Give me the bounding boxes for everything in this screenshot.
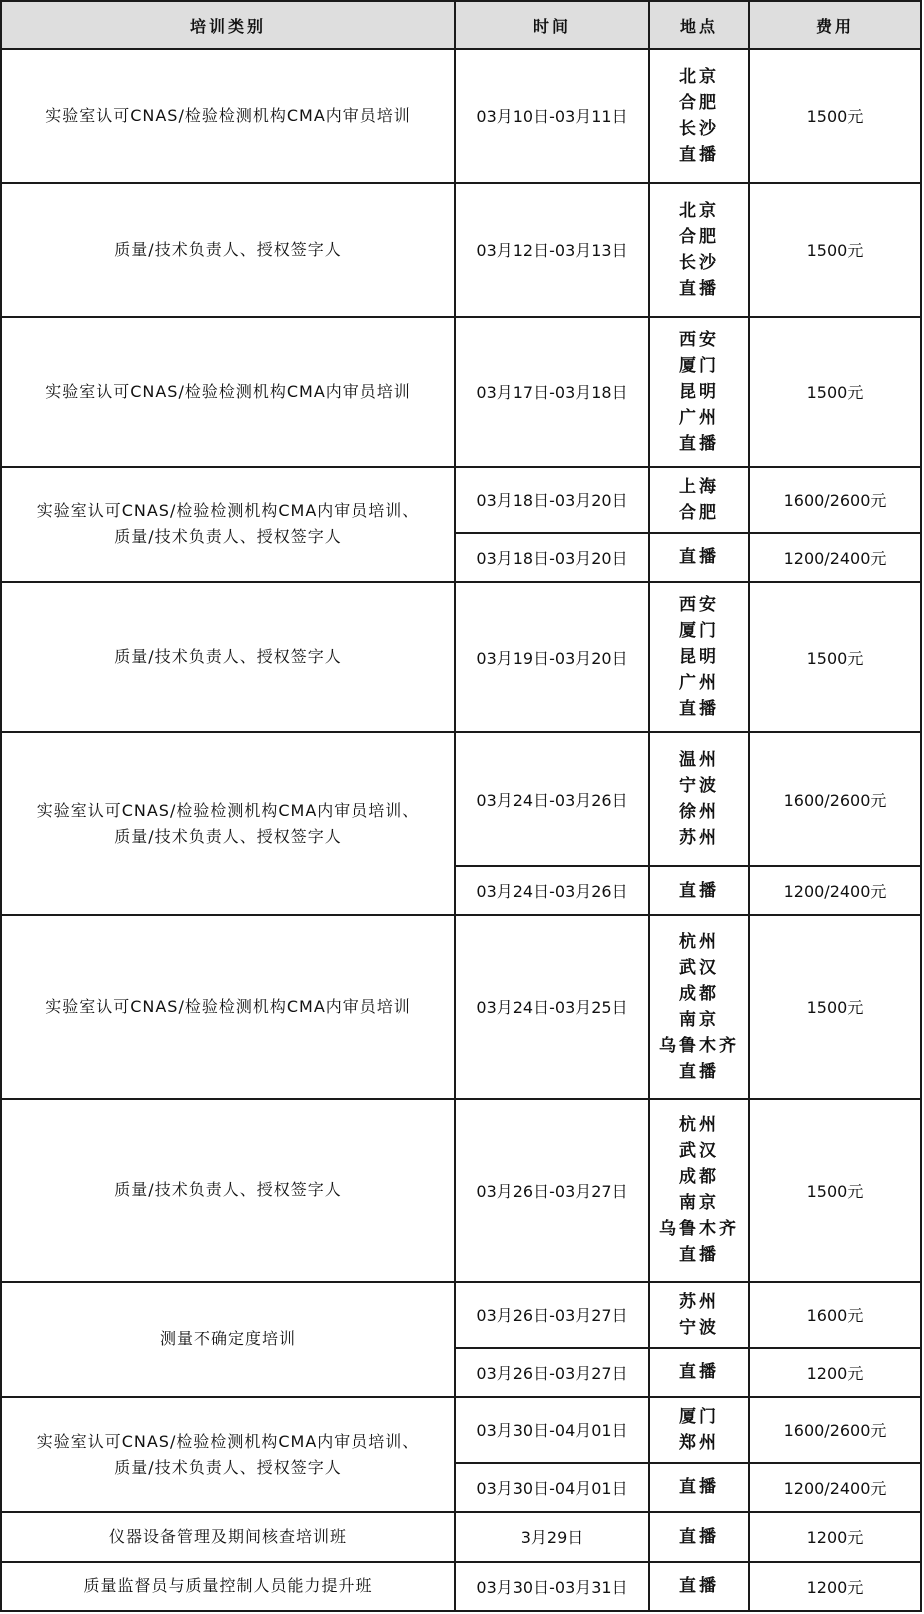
course-category-cell: 实验室认可CNAS/检验检测机构CMA内审员培训、 质量/技术负责人、授权签字人 [1, 732, 455, 915]
location-name: 宁波 [679, 1317, 719, 1338]
location-name: 武汉 [679, 1141, 719, 1162]
table-row [1, 915, 921, 1098]
location-name: 成都 [679, 1167, 719, 1188]
location-name: 直播 [679, 144, 719, 165]
fee-cell: 1200元 [749, 1512, 921, 1561]
location-cell [649, 49, 749, 183]
location-name: 武汉 [679, 957, 719, 978]
location-name: 南京 [679, 1009, 719, 1030]
location-name: 直播 [679, 1245, 719, 1266]
location-name: 直播 [679, 699, 719, 720]
course-category-cell: 质量/技术负责人、授权签字人 [1, 1099, 455, 1282]
course-category-cell: 实验室认可CNAS/检验检测机构CMA内审员培训 [1, 915, 455, 1098]
course-category-cell: 仪器设备管理及期间核查培训班 [1, 1512, 455, 1561]
location-name: 直播 [679, 278, 719, 299]
table-row [1, 183, 921, 317]
location-name: 直播 [679, 1362, 719, 1383]
location-cell [649, 1348, 749, 1397]
location-name: 杭州 [679, 931, 719, 952]
location-name: 成都 [679, 983, 719, 1004]
date-cell: 03月26日-03月27日 [455, 1348, 649, 1397]
fee-cell: 1200/2400元 [749, 866, 921, 915]
location-cell [649, 1463, 749, 1512]
location-name: 广州 [679, 407, 719, 428]
location-name: 直播 [679, 1576, 719, 1597]
location-name: 直播 [679, 1477, 719, 1498]
fee-cell: 1200元 [749, 1562, 921, 1611]
fee-cell: 1600/2600元 [749, 1397, 921, 1463]
location-name: 乌鲁木齐 [659, 1035, 739, 1056]
location-cell [649, 866, 749, 915]
date-cell: 03月26日-03月27日 [455, 1099, 649, 1282]
table-row [1, 1562, 921, 1611]
fee-cell: 1500元 [749, 915, 921, 1098]
location-cell [649, 317, 749, 467]
location-cell [649, 1512, 749, 1561]
location-name: 上海 [679, 476, 719, 497]
location-name: 直播 [679, 1526, 719, 1547]
date-cell: 3月29日 [455, 1512, 649, 1561]
header-row [1, 1, 921, 49]
date-cell: 03月30日-04月01日 [455, 1397, 649, 1463]
location-name: 郑州 [679, 1432, 719, 1453]
table-row [1, 317, 921, 467]
fee-cell: 1200/2400元 [749, 1463, 921, 1512]
date-cell: 03月24日-03月26日 [455, 866, 649, 915]
table-header [1, 1, 921, 49]
location-name: 西安 [679, 595, 719, 616]
header-location: 地点 [649, 1, 749, 49]
fee-cell: 1200/2400元 [749, 533, 921, 582]
course-category-cell: 实验室认可CNAS/检验检测机构CMA内审员培训、 质量/技术负责人、授权签字人 [1, 1397, 455, 1512]
location-name: 杭州 [679, 1115, 719, 1136]
date-cell: 03月24日-03月26日 [455, 732, 649, 866]
location-name: 宁波 [679, 776, 719, 797]
header-fee: 费用 [749, 1, 921, 49]
date-cell: 03月19日-03月20日 [455, 582, 649, 732]
location-name: 南京 [679, 1193, 719, 1214]
fee-cell: 1200元 [749, 1348, 921, 1397]
course-category-cell: 实验室认可CNAS/检验检测机构CMA内审员培训 [1, 317, 455, 467]
location-name: 合肥 [679, 226, 719, 247]
location-name: 厦门 [679, 1406, 719, 1427]
header-course-category: 培训类别 [1, 1, 455, 49]
table-row [1, 1099, 921, 1282]
table-row [1, 582, 921, 732]
table-row [1, 1397, 921, 1463]
location-name: 温州 [679, 750, 719, 771]
table-body [1, 49, 921, 1611]
course-category-cell: 质量/技术负责人、授权签字人 [1, 582, 455, 732]
fee-cell: 1500元 [749, 317, 921, 467]
course-category-cell: 质量/技术负责人、授权签字人 [1, 183, 455, 317]
location-cell [649, 467, 749, 533]
fee-cell: 1600元 [749, 1282, 921, 1348]
date-cell: 03月30日-03月31日 [455, 1562, 649, 1611]
course-category-cell: 实验室认可CNAS/检验检测机构CMA内审员培训、 质量/技术负责人、授权签字人 [1, 467, 455, 582]
course-category-cell: 实验室认可CNAS/检验检测机构CMA内审员培训 [1, 49, 455, 183]
location-cell [649, 183, 749, 317]
table-row [1, 1282, 921, 1348]
date-cell: 03月24日-03月25日 [455, 915, 649, 1098]
location-name: 苏州 [679, 828, 719, 849]
table-row [1, 732, 921, 866]
location-name: 西安 [679, 329, 719, 350]
fee-cell: 1500元 [749, 1099, 921, 1282]
date-cell: 03月26日-03月27日 [455, 1282, 649, 1348]
course-category-cell: 测量不确定度培训 [1, 1282, 455, 1397]
table-row [1, 49, 921, 183]
location-name: 北京 [679, 200, 719, 221]
date-cell: 03月18日-03月20日 [455, 533, 649, 582]
date-cell: 03月10日-03月11日 [455, 49, 649, 183]
location-name: 长沙 [679, 252, 719, 273]
date-cell: 03月17日-03月18日 [455, 317, 649, 467]
location-cell [649, 732, 749, 866]
date-cell: 03月30日-04月01日 [455, 1463, 649, 1512]
location-name: 长沙 [679, 118, 719, 139]
location-cell [649, 1282, 749, 1348]
location-name: 直播 [679, 433, 719, 454]
fee-cell: 1500元 [749, 582, 921, 732]
table-row [1, 1512, 921, 1561]
location-name: 直播 [679, 880, 719, 901]
location-name: 昆明 [679, 381, 719, 402]
location-name: 厦门 [679, 355, 719, 376]
location-cell [649, 533, 749, 582]
fee-cell: 1600/2600元 [749, 732, 921, 866]
location-cell [649, 1397, 749, 1463]
location-name: 直播 [679, 547, 719, 568]
course-category-cell: 质量监督员与质量控制人员能力提升班 [1, 1562, 455, 1611]
location-cell [649, 1562, 749, 1611]
location-name: 直播 [679, 1061, 719, 1082]
location-name: 昆明 [679, 647, 719, 668]
location-name: 厦门 [679, 621, 719, 642]
location-name: 苏州 [679, 1291, 719, 1312]
table-row [1, 467, 921, 533]
location-name: 广州 [679, 673, 719, 694]
fee-cell: 1500元 [749, 49, 921, 183]
location-name: 合肥 [679, 502, 719, 523]
location-name: 徐州 [679, 802, 719, 823]
date-cell: 03月12日-03月13日 [455, 183, 649, 317]
location-name: 乌鲁木齐 [659, 1219, 739, 1240]
fee-cell: 1600/2600元 [749, 467, 921, 533]
location-cell [649, 915, 749, 1098]
location-name: 北京 [679, 66, 719, 87]
location-name: 合肥 [679, 92, 719, 113]
fee-cell: 1500元 [749, 183, 921, 317]
date-cell: 03月18日-03月20日 [455, 467, 649, 533]
location-cell [649, 1099, 749, 1282]
header-time: 时间 [455, 1, 649, 49]
location-cell [649, 582, 749, 732]
